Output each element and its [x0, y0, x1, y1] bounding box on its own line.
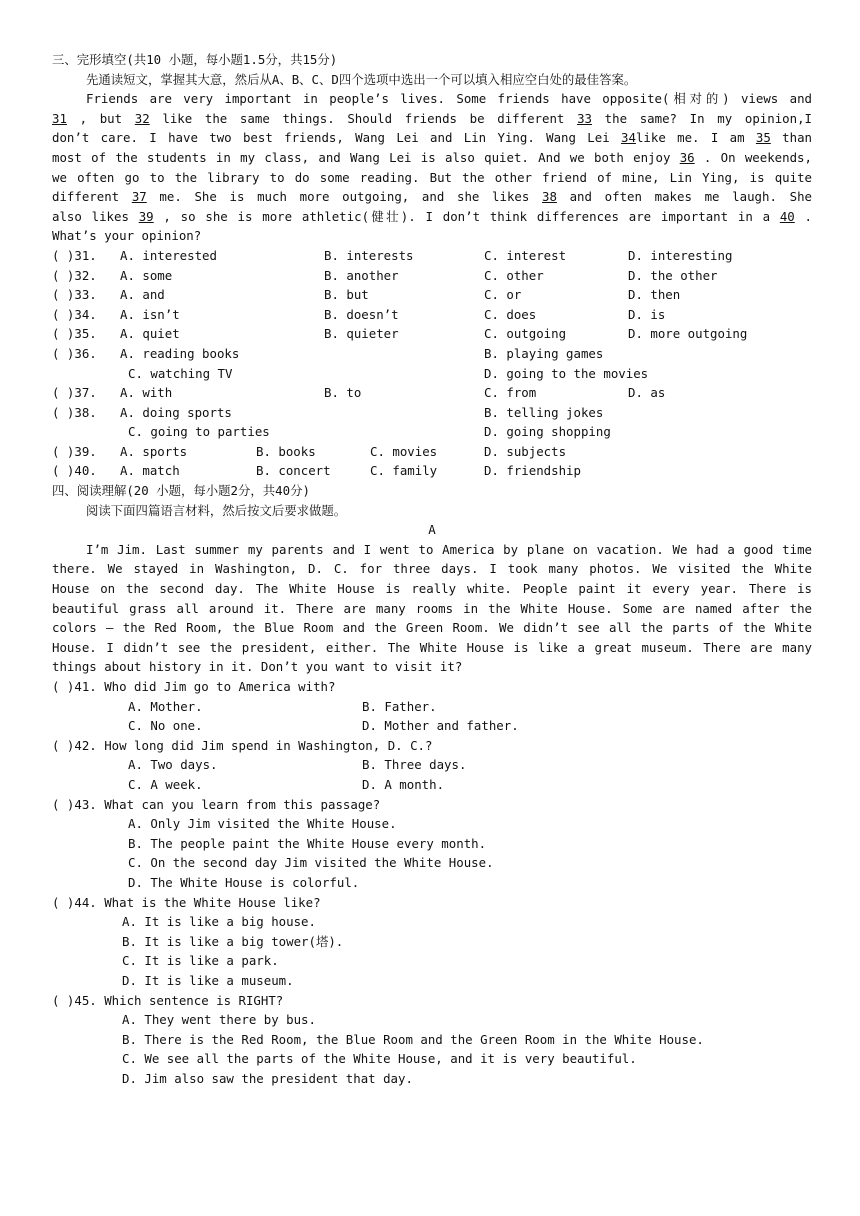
reading-heading: 四、阅读理解(20 小题，每小题2分，共40分) [52, 483, 310, 499]
option-d: D. is [628, 306, 666, 322]
question-31 [52, 246, 812, 266]
option-b: B. concert [256, 463, 331, 479]
option-a: A. reading books [120, 345, 240, 361]
option-b: B. doesn’t [324, 306, 399, 322]
question-39 [52, 442, 812, 462]
option-b: B. It is like a big tower(塔). [122, 933, 344, 949]
option-b: B. Three days. [362, 757, 467, 773]
option-b: B. books [256, 443, 316, 459]
cloze-passage-line-2: 31 , but 32 like the same things. Should friends be different 33 the same? In my opinion,I [52, 110, 812, 126]
question-32 [52, 266, 812, 286]
question-number: ( )37. [52, 385, 97, 401]
cloze-passage-line-7: also likes 39 , so she is more athletic(健壮). I don’t think differences are important in a 40 . [52, 208, 812, 224]
passage-label: A [428, 522, 436, 538]
question-36 [52, 344, 812, 364]
option-c: C. On the second day Jim visited the White House. [128, 855, 494, 871]
blank-36: 36 [679, 149, 695, 165]
option-b: B. to [324, 385, 362, 401]
option-d: D. subjects [484, 443, 567, 459]
question-38-cont [52, 422, 812, 442]
cloze-passage-line-3: don’t care. I have two best friends, Wang Lei and Lin Ying. Wang Lei 34like me. I am 35 than [52, 130, 812, 146]
option-b: B. Father. [362, 698, 437, 714]
reading-passage-line-5: colors — the Red Room, the Blue Room and the Green Room. We didn’t see all the parts of the White [52, 620, 812, 636]
option-a: A. Two days. [128, 757, 218, 773]
reading-passage-line-6: House. I didn’t see the president, either. The White House is like a great museum. There are many [52, 639, 812, 655]
option-d: D. going shopping [484, 424, 611, 440]
cloze-instruction: 先通读短文，掌握其大意，然后从A、B、C、D四个选项中选出一个可以填入相应空白处的最佳答案。 [86, 71, 637, 87]
question-number: ( )35. [52, 326, 97, 342]
option-c: C. A week. [128, 776, 203, 792]
option-d: D. friendship [484, 463, 581, 479]
option-c: C. We see all the parts of the White House, and it is very beautiful. [122, 1051, 637, 1067]
question-number: ( )36. [52, 345, 97, 361]
option-a: A. interested [120, 247, 217, 263]
reading-passage-line-3: House on the second day. The White House is really white. People paint it every year. There is [52, 581, 812, 597]
question-41-stem: ( )41. Who did Jim go to America with? [52, 679, 336, 694]
question-44-stem: ( )44. What is the White House like? [52, 894, 321, 910]
option-c: C. watching TV [128, 365, 233, 381]
question-number: ( )31. [52, 247, 97, 263]
question-34 [52, 305, 812, 325]
option-d: D. as [628, 385, 666, 401]
option-a: A. match [120, 463, 180, 479]
option-a: A. Mother. [128, 698, 203, 714]
option-b: B. but [324, 287, 369, 303]
option-a: A. doing sports [120, 404, 232, 420]
option-d: D. then [628, 287, 681, 303]
question-42-options-cd [52, 775, 812, 795]
option-b: B. telling jokes [484, 404, 604, 420]
option-c: C. It is like a park. [122, 953, 279, 969]
cloze-passage-line-6: different 37 me. She is much more outgoing, and she likes 38 and often makes me laugh. She [52, 189, 812, 205]
option-c: C. outgoing [484, 326, 567, 342]
option-b: B. playing games [484, 345, 604, 361]
reading-instruction: 阅读下面四篇语言材料，然后按文后要求做题。 [86, 502, 347, 518]
option-a: A. They went there by bus. [122, 1012, 316, 1028]
option-a: A. It is like a big house. [122, 914, 316, 930]
option-b: B. quieter [324, 326, 399, 342]
option-c: C. from [484, 385, 537, 401]
blank-40: 40 [779, 208, 795, 224]
option-b: B. The people paint the White House every month. [128, 835, 487, 851]
option-d: D. interesting [628, 247, 733, 263]
option-a: A. Only Jim visited the White House. [128, 816, 397, 832]
option-c: C. going to parties [128, 424, 270, 440]
option-d: D. It is like a museum. [122, 972, 294, 988]
question-number: ( )33. [52, 287, 97, 303]
question-36-cont [52, 364, 812, 384]
option-b: B. interests [324, 247, 414, 263]
option-c: C. movies [370, 443, 438, 459]
blank-37: 37 [131, 189, 147, 205]
option-b: B. another [324, 267, 399, 283]
cloze-passage-line-8: What’s your opinion? [52, 228, 202, 244]
option-d: D. Jim also saw the president that day. [122, 1070, 413, 1086]
blank-32: 32 [134, 110, 150, 126]
option-c: C. No one. [128, 718, 203, 734]
option-d: D. The White House is colorful. [128, 874, 360, 890]
option-c: C. does [484, 306, 537, 322]
blank-33: 33 [577, 110, 592, 126]
option-d: D. Mother and father. [362, 718, 519, 734]
reading-passage-line-4: beautiful grass all around it. There are many rooms in the White House. Some are named after the [52, 600, 812, 616]
option-a: A. quiet [120, 326, 180, 342]
blank-39: 39 [138, 208, 154, 224]
question-number: ( )39. [52, 443, 97, 459]
question-43-stem: ( )43. What can you learn from this passage? [52, 796, 381, 812]
blank-35: 35 [755, 130, 771, 146]
blank-38: 38 [542, 189, 557, 205]
option-d: D. more outgoing [628, 326, 748, 342]
option-c: C. family [370, 463, 438, 479]
option-a: A. isn’t [120, 306, 180, 322]
question-number: ( )40. [52, 463, 97, 479]
question-45-stem: ( )45. Which sentence is RIGHT? [52, 992, 284, 1008]
question-number: ( )38. [52, 404, 97, 420]
question-37 [52, 383, 812, 403]
blank-31: 31 [52, 110, 67, 126]
option-c: C. interest [484, 247, 567, 263]
option-a: A. sports [120, 443, 188, 459]
reading-passage-line-2: there. We stayed in Washington, D. C. for three days. I took many photos. We visited the White [52, 561, 812, 577]
exam-page [52, 50, 812, 1088]
option-a: A. and [120, 287, 165, 303]
question-number: ( )32. [52, 267, 97, 283]
question-38 [52, 403, 812, 423]
cloze-passage-line-1: Friends are very important in people’s lives. Some friends have opposite(相对的) views and [86, 91, 812, 107]
question-35 [52, 324, 812, 344]
cloze-heading: 三、完形填空(共10 小题，每小题1.5分，共15分) [52, 52, 338, 67]
question-41-options-ab [52, 697, 812, 717]
option-d: D. A month. [362, 776, 445, 792]
cloze-passage-line-5: we often go to the library to do some reading. But the other friend of mine, Lin Ying, is quite [52, 169, 812, 185]
cloze-passage-line-4: most of the students in my class, and Wang Lei is also quiet. And we both enjoy 36 . On weekends, [52, 149, 812, 165]
option-a: A. with [120, 385, 173, 401]
blank-34: 34 [621, 130, 636, 146]
question-number: ( )34. [52, 306, 97, 322]
question-42-options-ab [52, 755, 812, 775]
option-d: D. the other [628, 267, 718, 283]
question-42-stem: ( )42. How long did Jim spend in Washington, D. C.? [52, 737, 433, 753]
option-d: D. going to the movies [484, 365, 649, 381]
question-40 [52, 461, 812, 481]
question-33 [52, 285, 812, 305]
reading-passage-line-1: I’m Jim. Last summer my parents and I went to America by plane on vacation. We had a good time [86, 541, 812, 557]
reading-passage-line-7: things about history in it. Don’t you want to visit it? [52, 659, 463, 675]
option-b: B. There is the Red Room, the Blue Room and the Green Room in the White House. [122, 1031, 704, 1047]
question-41-options-cd [52, 716, 812, 736]
option-c: C. other [484, 267, 544, 283]
option-a: A. some [120, 267, 173, 283]
option-c: C. or [484, 287, 522, 303]
